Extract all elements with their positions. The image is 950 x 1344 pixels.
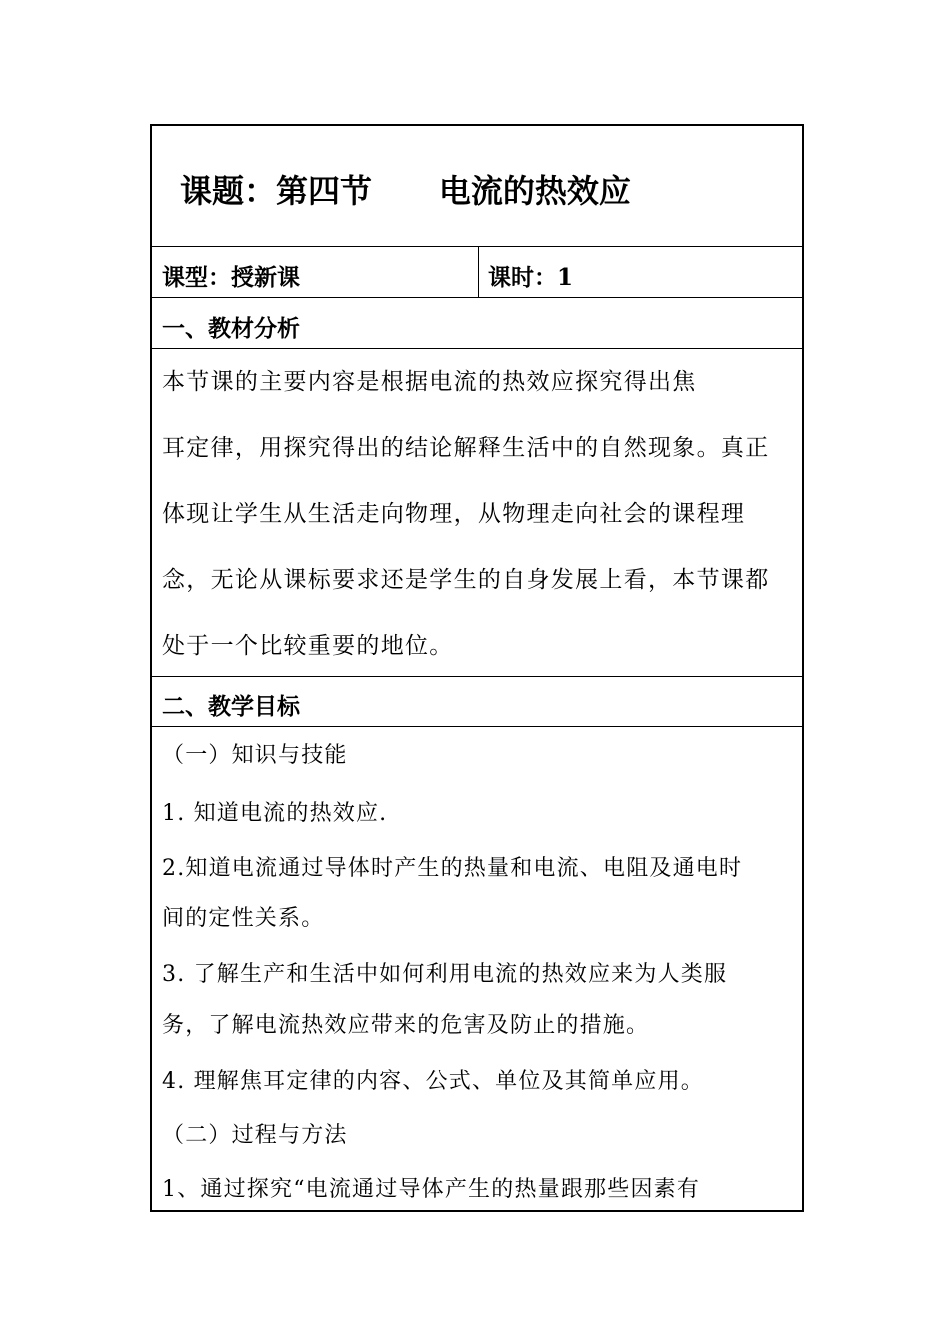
divider: [152, 726, 802, 727]
page-title: 课题：第四节 电流的热效应: [180, 172, 631, 210]
goal-item: 1. 知道电流的热效应.: [162, 801, 388, 826]
goal-item: 1、通过探究“电流通过导体产生的热量跟那些因素有: [162, 1177, 701, 1202]
paragraph-line: 耳定律，用探究得出的结论解释生活中的自然现象。真正: [162, 435, 770, 461]
divider: [152, 297, 802, 298]
paragraph-line: 本节课的主要内容是根据电流的热效应探究得出焦: [162, 369, 697, 395]
title-row: [152, 126, 802, 246]
goal-item: 2.知道电流通过导体时产生的热量和电流、电阻及通电时: [162, 856, 743, 881]
goal-subheading: （二）过程与方法: [162, 1123, 348, 1148]
paragraph-line: 体现让学生从生活走向物理，从物理走向社会的课程理: [162, 501, 746, 527]
lesson-type: 课型：授新课: [162, 264, 300, 291]
goal-item: 4. 理解焦耳定律的内容、公式、单位及其简单应用。: [162, 1069, 704, 1094]
column-divider: [478, 247, 479, 298]
goal-item: 间的定性关系。: [162, 906, 325, 931]
goal-subheading: （一）知识与技能: [162, 743, 348, 768]
divider: [152, 348, 802, 349]
lesson-hours: 课时：1: [488, 264, 574, 291]
section-heading-material-analysis: 一、教材分析: [162, 315, 300, 342]
goal-item: 务，了解电流热效应带来的危害及防止的措施。: [162, 1013, 650, 1038]
goal-item: 3. 了解生产和生活中如何利用电流的热效应来为人类服: [162, 962, 728, 987]
lesson-plan-table: [150, 124, 804, 1212]
section-heading-teaching-goals: 二、教学目标: [162, 693, 300, 720]
paragraph-line: 处于一个比较重要的地位。: [162, 633, 454, 659]
paragraph-line: 念，无论从课标要求还是学生的自身发展上看，本节课都: [162, 567, 770, 593]
meta-row: [152, 247, 802, 298]
divider: [152, 676, 802, 677]
